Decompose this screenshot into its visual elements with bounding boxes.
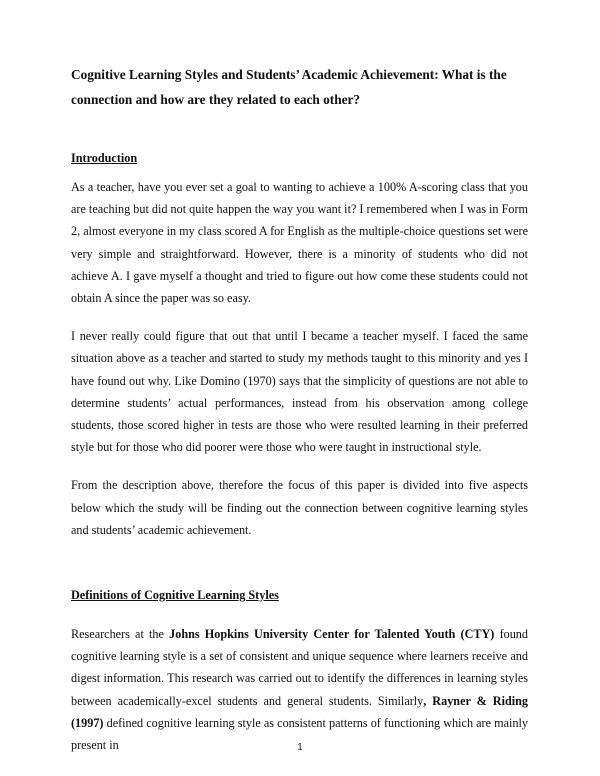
text-run: found cognitive learning style is a set of consistent and unique sequence where learners receive and digest information. This research was carried out to identify the differences in learning styles between academically-excel students and general students. Similarly [71,627,528,708]
definitions-paragraph-1 [71,623,528,756]
intro-paragraph-1: As a teacher, have you ever set a goal to wanting to achieve a 100% A-scoring class that you are teaching but did not quite happen the way you want it? I remembered when I was in Form 2, almost everyone in my class scored A for English as the multiple-choice questions set were very simple and straightforward. However, there is a minority of students who did not achieve A. I gave myself a thought and tried to figure out how come these students could not obtain A since the paper was so easy. [71,180,528,306]
section-heading-definitions: Definitions of Cognitive Learning Styles [71,588,279,603]
intro-paragraph-2: I never really could figure that out that until I became a teacher myself. I faced the same situation above as a teacher and started to study my methods taught to this minority and yes I have found out why. Like Domino (1970) says that the simplicity of questions are not able to determine students’ actual performances, instead from his observation among college students, those scored higher in tests are those who were resulted learning in their preferred style but for those who did poorer were those who were taught in instructional style. [71,329,528,455]
page-number: 1 [297,742,303,753]
bold-text-cty: Johns Hopkins University Center for Talented Youth (CTY) [169,627,495,642]
text-run: defined cognitive learning style as consistent patterns of functioning which are mainly present in [71,715,528,753]
intro-paragraph-3: From the description above, therefore the focus of this paper is divided into five aspects below which the study will be finding out the connection between cognitive learning styles and students’ academic achievement. [71,478,528,537]
text-run: Researchers at the [71,627,170,642]
section-heading-introduction: Introduction [71,151,138,165]
paper-title: Cognitive Learning Styles and Students’ Academic Achievement: What is the connection and how are they related to each other? [71,67,507,107]
bold-text-rayner-riding: , Rayner & Riding (1997) [71,693,528,730]
